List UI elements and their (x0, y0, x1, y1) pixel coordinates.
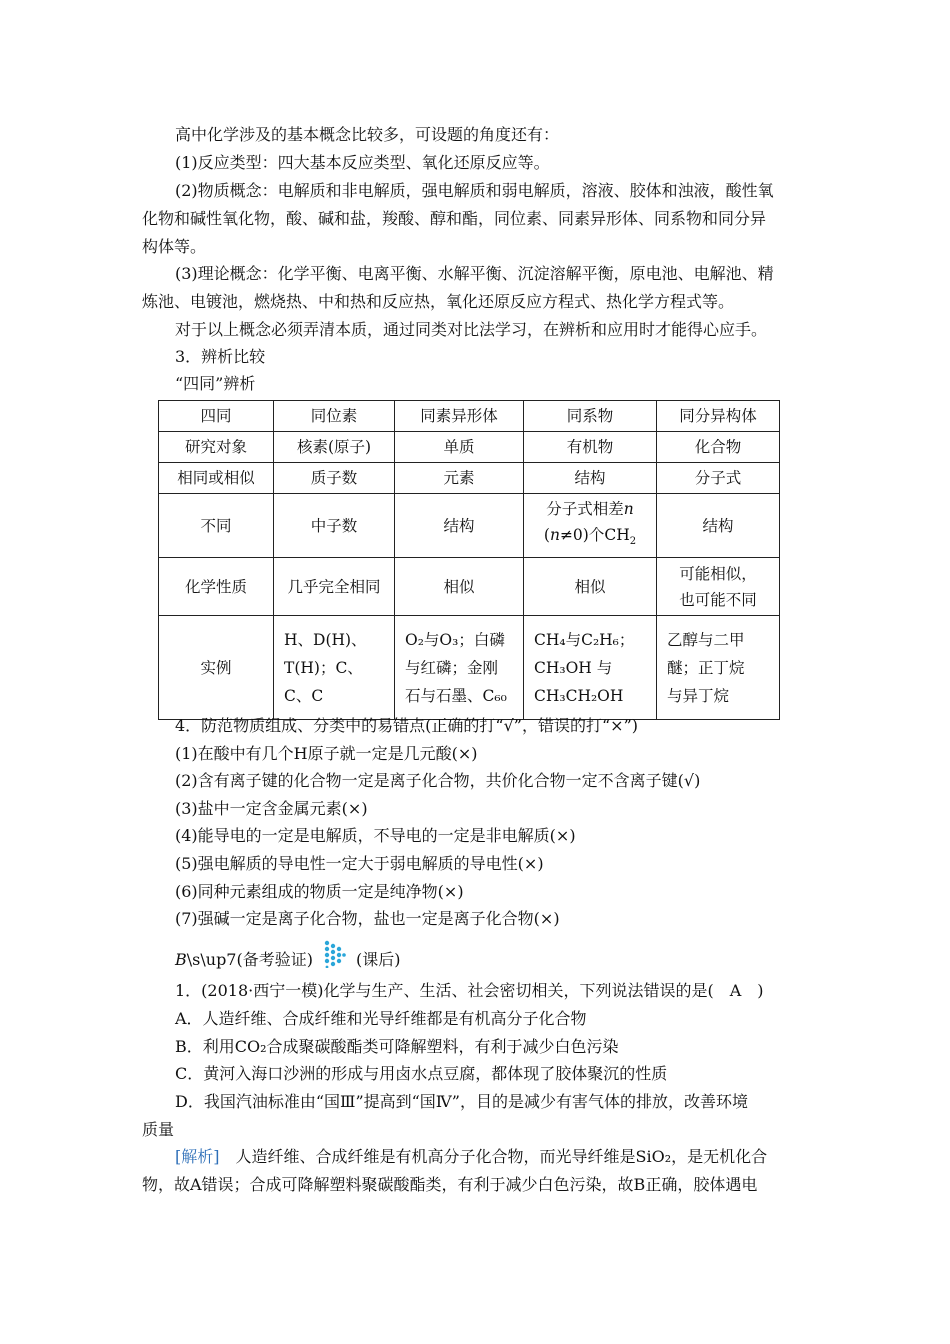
cell-text: ( (543, 526, 550, 544)
verify-after-label: (课后) (356, 950, 401, 969)
concept-item-2-line-3: 构体等。 (142, 237, 207, 256)
table-cell: 相似 (395, 558, 524, 616)
table-cell: 质子数 (274, 463, 395, 494)
error-item: (5)强电解质的导电性一定大于弱电解质的导电性(×) (175, 854, 544, 873)
table-cell: 结构 (395, 494, 524, 558)
intro-text: 高中化学涉及的基本概念比较多，可设题的角度还有： (175, 125, 560, 144)
table-cell: 四同 (159, 401, 274, 432)
option-d-line-1: D．我国汽油标准由“国Ⅲ”提高到“国Ⅳ”，目的是减少有害气体的排放，改善环境 (175, 1092, 748, 1111)
cell-text: 可能相似， (679, 564, 757, 583)
table-cell: 相似 (524, 558, 657, 616)
cell-text: T(H)；C、 (284, 658, 363, 677)
cell-text: C、C (284, 686, 324, 705)
table-cell: 结构 (657, 494, 780, 558)
question-1: 1．(2018·西宁一模)化学与生产、生活、社会密切相关，下列说法错误的是( A ) (175, 981, 764, 1000)
table-header-row (159, 401, 780, 432)
verify-heading (175, 950, 313, 970)
table-row (159, 463, 780, 494)
table-row (159, 432, 780, 463)
table-row (159, 494, 780, 558)
cell-text: 与红磷；金刚 (405, 658, 499, 677)
cell-text: ≠0)个CH (559, 526, 630, 544)
table-cell: 结构 (524, 463, 657, 494)
table-cell: 同分异构体 (657, 401, 780, 432)
table-cell (524, 494, 657, 558)
error-item: (3)盐中一定含金属元素(×) (175, 799, 368, 818)
table-cell: 中子数 (274, 494, 395, 558)
summary-text: 对于以上概念必须弄清本质，通过同类对比法学习，在辨析和应用时才能得心应手。 (175, 320, 768, 339)
table-cell: 有机物 (524, 432, 657, 463)
table-cell: 几乎完全相同 (274, 558, 395, 616)
table-cell: 分子式 (657, 463, 780, 494)
cell-text: 与异丁烷 (667, 686, 730, 705)
concept-item-2-line-2: 化物和碱性氧化物，酸、碱和盐，羧酸、醇和酯，同位素、同素异形体、同系物和同分异 (142, 209, 767, 228)
table-cell: 不同 (159, 494, 274, 558)
table-cell: 元素 (395, 463, 524, 494)
four-same-table (158, 400, 780, 720)
error-item: (6)同种元素组成的物质一定是纯净物(×) (175, 882, 464, 901)
table-cell: 实例 (159, 616, 274, 720)
option-b: B．利用CO₂合成聚碳酸酯类可降解塑料，有利于减少白色污染 (175, 1037, 619, 1056)
table-cell: 化学性质 (159, 558, 274, 616)
section-4-heading: 4．防范物质组成、分类中的易错点(正确的打“√”，错误的打“×”) (175, 716, 638, 735)
error-item: (7)强碱一定是离子化合物，盐也一定是离子化合物(×) (175, 909, 560, 928)
verify-letter: B (175, 950, 187, 969)
option-c: C．黄河入海口沙洲的形成与用卤水点豆腐，都体现了胶体聚沉的性质 (175, 1064, 668, 1083)
option-a: A．人造纤维、合成纤维和光导纤维都是有机高分子化合物 (175, 1009, 587, 1028)
table-cell: 相同或相似 (159, 463, 274, 494)
analysis-line-1 (175, 1147, 767, 1167)
table-cell: 研究对象 (159, 432, 274, 463)
table-row (159, 616, 780, 720)
table-cell: 同系物 (524, 401, 657, 432)
table-cell: 化合物 (657, 432, 780, 463)
analysis-text: 人造纤维、合成纤维是有机高分子化合物，而光导纤维是SiO₂，是无机化合 (219, 1147, 768, 1166)
section-3-heading: 3．辨析比较 (175, 347, 266, 366)
concept-item-3-line-1: (3)理论概念：化学平衡、电离平衡、水解平衡、沉淀溶解平衡，原电池、电解池、精 (175, 264, 774, 283)
cell-variable: n (549, 526, 560, 544)
verify-code: \s\up7(备考验证) (186, 950, 313, 969)
cell-text: CH₄与C₂H₆； (534, 630, 635, 649)
option-d-line-2: 质量 (142, 1120, 175, 1139)
analysis-line-2: 物，故A错误；合成可降解塑料聚碳酸酯类，有利于减少白色污染，故B正确，胶体遇电 (142, 1175, 758, 1194)
cell-subscript: 2 (629, 536, 637, 548)
cell-variable: n (623, 500, 634, 518)
cell-text: O₂与O₃；白磷 (405, 630, 505, 649)
table-cell (657, 616, 780, 720)
cell-text: CH₃OH 与 (534, 658, 613, 677)
table-cell: 核素(原子) (274, 432, 395, 463)
cell-text: 分子式相差 (546, 500, 624, 518)
table-cell (524, 616, 657, 720)
table-cell (274, 616, 395, 720)
error-item: (4)能导电的一定是电解质，不导电的一定是非电解质(×) (175, 826, 576, 845)
cell-text: 乙醇与二甲 (667, 630, 745, 649)
table-title: “四同”辨析 (175, 374, 256, 393)
cell-text: H、D(H)、 (284, 630, 367, 649)
table-cell: 单质 (395, 432, 524, 463)
concept-item-2-line-1: (2)物质概念：电解质和非电解质，强电解质和弱电解质，溶液、胶体和浊液，酸性氧 (175, 181, 774, 200)
cell-text: 也可能不同 (679, 590, 757, 609)
table-cell: 同位素 (274, 401, 395, 432)
cell-text: 醚；正丁烷 (667, 658, 745, 677)
table-cell (395, 616, 524, 720)
analysis-tag: [解析] (175, 1147, 220, 1166)
concept-item-3-line-2: 炼池、电镀池，燃烧热、中和热和反应热，氧化还原反应方程式、热化学方程式等。 (142, 292, 735, 311)
arrow-icon (324, 940, 346, 968)
cell-text: 石与石墨、C₆₀ (405, 686, 507, 705)
table-row (159, 558, 780, 616)
table-cell: 同素异形体 (395, 401, 524, 432)
table-cell (657, 558, 780, 616)
error-item: (2)含有离子键的化合物一定是离子化合物，共价化合物一定不含离子键(√) (175, 771, 701, 790)
concept-item-1: (1)反应类型：四大基本反应类型、氧化还原反应等。 (175, 153, 550, 172)
error-item: (1)在酸中有几个H原子就一定是几元酸(×) (175, 744, 478, 763)
cell-text: CH₃CH₂OH (534, 686, 624, 705)
